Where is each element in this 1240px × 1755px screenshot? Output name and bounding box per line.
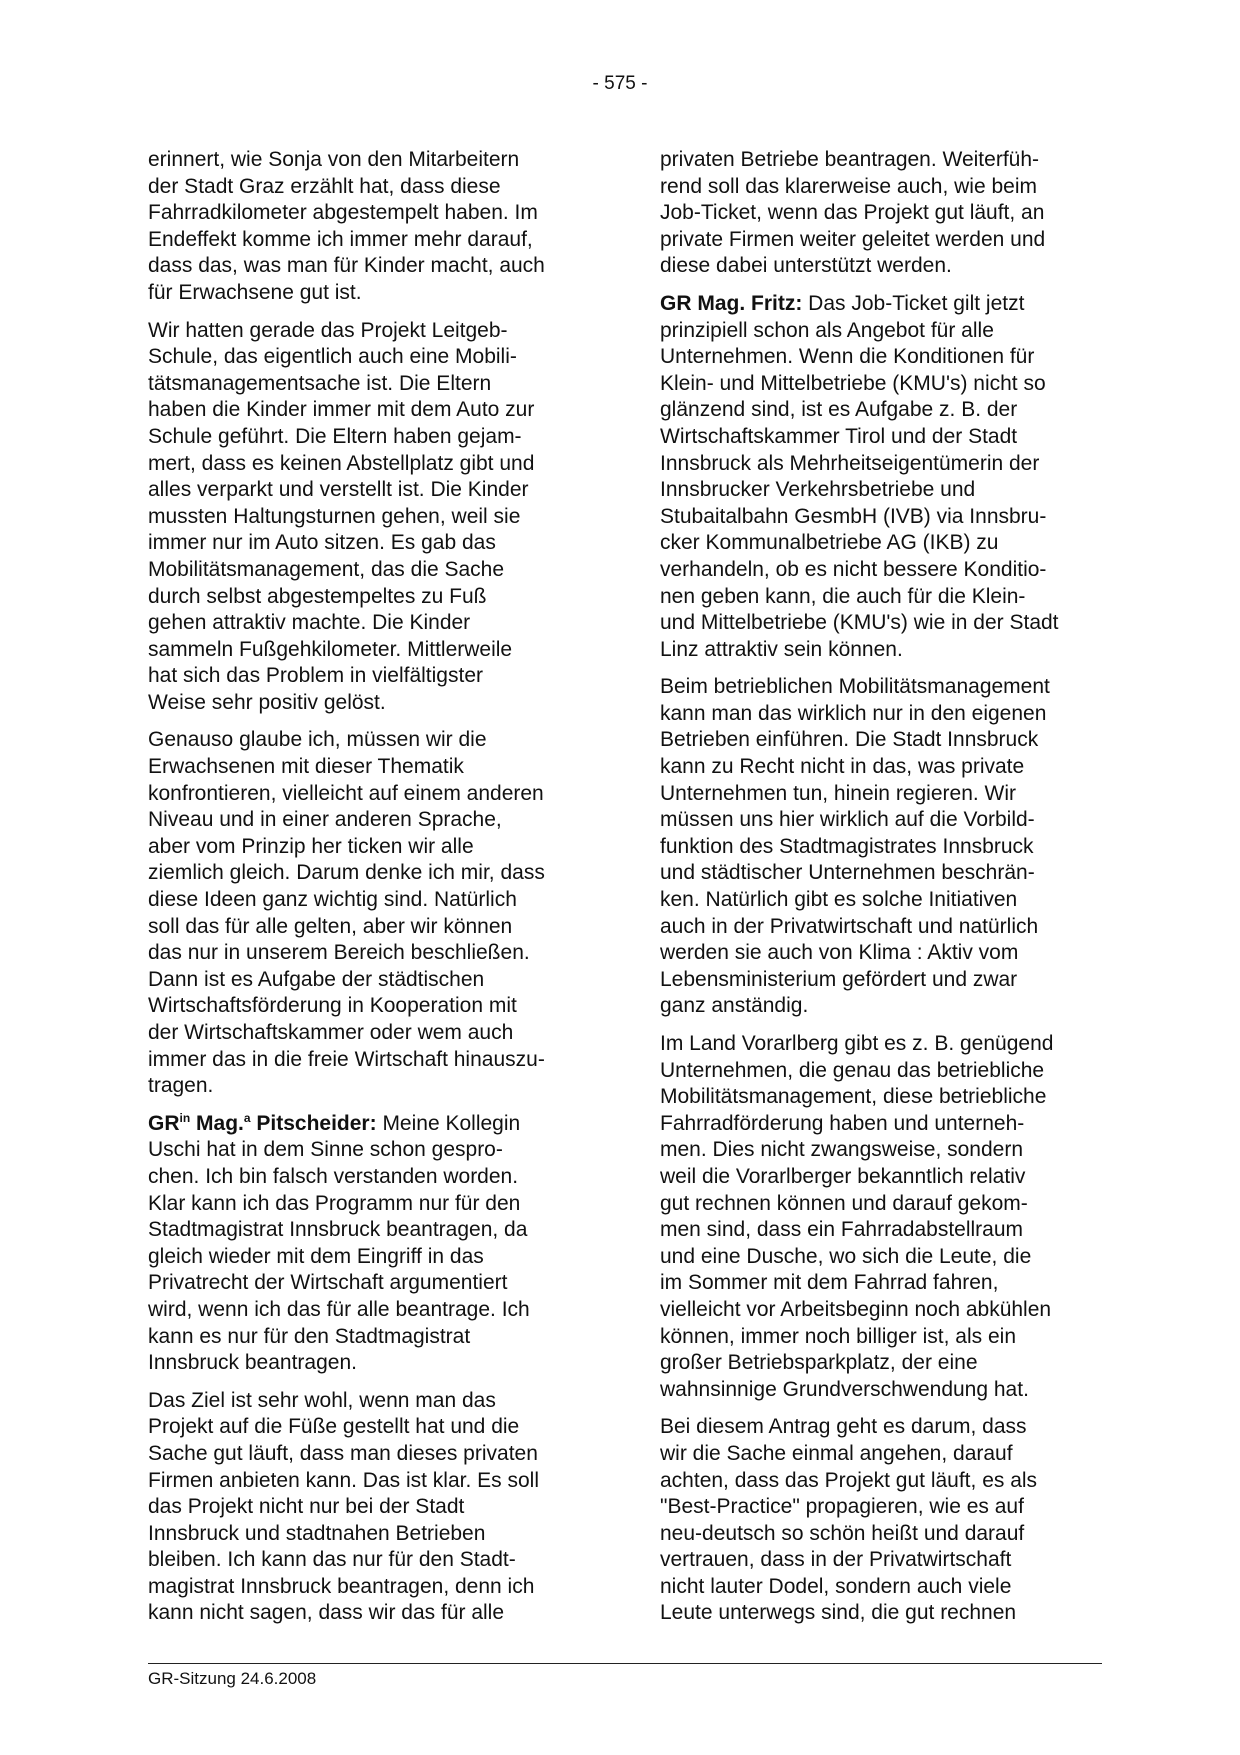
paragraph: erinnert, wie Sonja von den Mitarbeitern der Stadt Graz erzählt hat, dass diese Fahrradkilometer abgestempelt haben. Im Endeffekt komme ich immer mehr darauf, dass das, was man für Kinder macht, auch für Erwachsene gut ist. xyxy=(148,148,545,304)
paragraph-speaker-pitscheider xyxy=(148,1111,593,1377)
paragraph-speaker-fritz xyxy=(660,291,1105,663)
page-number: - 575 - xyxy=(592,73,648,94)
speech-text: Das Job-Ticket gilt jetzt prinzipiell schon als Angebot für alle Unternehmen. Wenn die Konditionen für Klein- und Mittelbetriebe (KMU's) nicht so glänzend sind, ist es Aufgabe z. B. der Wirtschaftskammer Tirol und der Stadt Innsbruck als Mehrheitseigentümerin der Innsbrucker Verkehrsbetriebe und Stubaitalbahn GesmbH (IVB) via Innsbru- cker Kommunalbetriebe AG (IKB) zu verhandeln, ob es nicht bessere Konditio- nen geben kann, die auch für die Klein- und Mittelbetriebe (KMU's) wie in der Stadt Linz attraktiv sein können. xyxy=(660,291,1059,661)
speaker-degree: Mag. xyxy=(196,1111,244,1135)
speaker-degree-suffix: a xyxy=(243,1110,251,1125)
speaker-title-suffix: in xyxy=(179,1110,191,1125)
speaker-title: GR xyxy=(148,1111,180,1135)
paragraph: Das Ziel ist sehr wohl, wenn man das Projekt auf die Füße gestellt hat und die Sache gut läuft, dass man dieses privaten Firmen anbieten kann. Das ist klar. Es soll das Projekt nicht nur bei der Stadt Innsbruck und stadtnahen Betrieben bleiben. Ich kann das nur für den Stadt- magistrat Innsbruck beantragen, denn ich kann nicht sagen, dass wir das für alle xyxy=(148,1388,540,1625)
left-column xyxy=(148,147,593,1638)
speaker-name: Pitscheider: xyxy=(256,1111,377,1135)
paragraph: Wir hatten gerade das Projekt Leitgeb- Schule, das eigentlich auch eine Mobili- tätsmanagementsache ist. Die Eltern haben die Kinder immer mit dem Auto zur Schule geführt. Die Eltern haben gejam- mert, dass es keinen Abstellplatz gibt und alles verparkt und verstellt ist. Die Kinder mussten Haltungsturnen gehen, weil sie immer nur im Auto sitzen. Es gab das Mobilitätsmanagement, das die Sache durch selbst abgestempeltes zu Fuß gehen attraktiv machte. Die Kinder sammeln Fußgehkilometer. Mittlerweile hat sich das Problem in vielfältigster Weise sehr positiv gelöst. xyxy=(148,318,535,714)
speaker-label: GR Mag. Fritz: xyxy=(660,291,803,315)
paragraph: Genauso glaube ich, müssen wir die Erwachsenen mit dieser Thematik konfrontieren, vielleicht auf einem anderen Niveau und in einer anderen Sprache, aber vom Prinzip her ticken wir alle ziemlich gleich. Darum denke ich mir, dass diese Ideen ganz wichtig sind. Natürlich soll das für alle gelten, aber wir können das nur in unserem Bereich beschließen. Dann ist es Aufgabe der städtischen Wirtschaftsförderung in Kooperation mit der Wirtschaftskammer oder wem auch immer das in die freie Wirtschaft hinauszu- tragen. xyxy=(148,728,545,1098)
speech-text: Meine Kollegin Uschi hat in dem Sinne schon gespro- chen. Ich bin falsch verstanden worden. Klar kann ich das Programm nur für den Stadtmagistrat Innsbruck beantragen, da gleich wieder mit dem Eingriff in das Privatrecht der Wirtschaft argumentiert wird, wenn ich das für alle beantrage. Ich kann es nur für den Stadtmagistrat Innsbruck beantragen. xyxy=(148,1111,530,1375)
paragraph: Bei diesem Antrag geht es darum, dass wir die Sache einmal angehen, darauf achten, dass das Projekt gut läuft, es als "Best-Practice" propagieren, wie es auf neu-deutsch so schön heißt und darauf vertrauen, dass in der Privatwirtschaft nicht lauter Dodel, sondern auch viele Leute unterwegs sind, die gut rechnen xyxy=(660,1415,1038,1625)
paragraph: privaten Betriebe beantragen. Weiterfüh- rend soll das klarerweise auch, wie beim Job-Ticket, wenn das Projekt gut läuft, an private Firmen weiter geleitet werden und diese dabei unterstützt werden. xyxy=(660,148,1046,278)
footer-divider xyxy=(148,1663,1102,1664)
paragraph: Beim betrieblichen Mobilitätsmanagement kann man das wirklich nur in den eigenen Betrieben einführen. Die Stadt Innsbruck kann zu Recht nicht in das, was private Unternehmen tun, hinein regieren. Wir müssen uns hier wirklich auf die Vorbild- funktion des Stadtmagistrates Innsbruck und städtischer Unternehmen beschrän- ken. Natürlich gibt es solche Initiativen auch in der Privatwirtschaft und natürlich werden sie auch von Klima : Aktiv vom Lebensministerium gefördert und zwar ganz anständig. xyxy=(660,675,1050,1018)
right-column xyxy=(660,147,1105,1638)
footer-session-date: GR-Sitzung 24.6.2008 xyxy=(148,1669,317,1688)
speaker-label xyxy=(148,1112,377,1135)
paragraph: Im Land Vorarlberg gibt es z. B. genügend Unternehmen, die genau das betriebliche Mobilitätsmanagement, diese betriebliche Fahrradförderung haben und unterneh- men. Dies nicht zwangsweise, sondern weil die Vorarlberger bekanntlich relativ gut rechnen können und darauf gekom- men sind, dass ein Fahrradabstellraum und eine Dusche, wo sich die Leute, die im Sommer mit dem Fahrrad fahren, vielleicht vor Arbeitsbeginn noch abkühlen können, immer noch billiger ist, als ein großer Betriebsparkplatz, der eine wahnsinnige Grundverschwendung hat. xyxy=(660,1032,1054,1401)
